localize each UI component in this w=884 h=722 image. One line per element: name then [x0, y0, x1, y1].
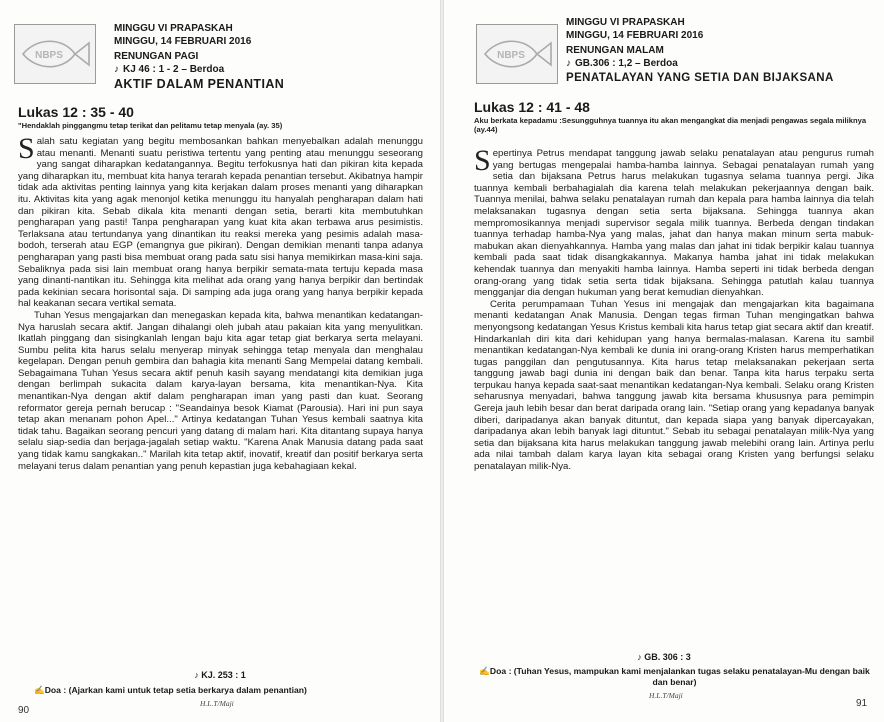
paragraph-2: Cerita perumpamaan Tuhan Yesus ini mengajak dan mengajarkan kita bagaimana menanti kedatangan Anak Manusia. Dengan tegas firman Tuhan mengingatkan bahwa menyongsong kedatangan Yesus Kristus kembali kita harus tetap giat secara aktif dan kreatif. Hindarkanlah diri kita dari kehidupan yang hanya bermalas-malasan. Karena itu sambil menantikan kedatangan-Nya kembali ke dunia ini orang-orang Kristen harus memperhatikan tugas panggilan dan pengutusannya. Kita harus tetap melaksanakan pekerjaan serta tanggung jawab bagi dunia ini dengan baik dan benar. Tanpa kita harus terpaku serta terpukau hanya kepada saat-saat menantikan kedatangan-Nya kembali. Selaku orang Kristen seharusnya menyadari, bahwa tanggung jawab kita bersama khususnya para pemimpin Gereja jauh lebih besar dan berat daripada orang lain. "Setiap orang yang kepadanya banyak diberi, daripadanya akan banyak dituntut, dan kepada siapa yang banyak dipercayakan, daripadanya akan lebih banyak lagi dituntut." Sebab itu sebagai penatalayan milik-Nya yang setia dan bijaksana kita harus melakukan tanggung jawab melebihi orang lain. Artinya perlu ada nilai tambah dalam karya layan kita sebagai orang Kristen yang berfungsi selaku penatalayan milik-Nya. [474, 298, 874, 473]
song-label: KJ 46 : 1 - 2 – Berdoa [123, 63, 225, 75]
music-note-icon: ♪ [194, 670, 199, 680]
page-number: 91 [856, 698, 868, 709]
closing-song: ♪ GB. 306 : 3 [637, 652, 691, 662]
music-note-icon: ♪ [114, 63, 119, 75]
drop-cap: S [18, 132, 35, 165]
devotion-title: AKTIF DALAM PENANTIAN [114, 77, 285, 91]
pen-icon: ✍ [34, 685, 45, 695]
week-label: MINGGU VI PRAPASKAH [566, 17, 685, 28]
week-label: MINGGU VI PRAPASKAH [114, 23, 233, 34]
drop-cap: S [474, 144, 491, 177]
left-page [0, 0, 440, 722]
paragraph-1: epertinya Petrus mendapat tanggung jawab selaku penatalayan atau pengurus rumah yang bertugas mengepalai hamba-hamba lainnya. Sebagai penatalayan rumah yang setia dan bijaksana Petrus harus melakukan tugasnya selama tuannya pergi. Jika tuannya kembali berbahagialah dia karena telah melakukan pekerjaannya dengan baik. Tuannya menilai, bahwa selaku penatalayan rumah dan kepala para hamba lainnya dia telah melaksanakan tugasnya dengan setia serta bijaksana. Sehingga tuannya akan mempromosikannya menjadi supervisor segala milik tuannya. Berbeda dengan tindakan tuannya terhadap hamba-Nya yang malas, jahat dan hanya makan minum serta mabuk-mabukan akan dienyahkannya. Hamba yang malas dan jahat ini tidak berpikir kalau tuannya kembali pada saat tidak disangkakannya. Makanya hamba jahat ini tidak melakukan kehendak tuannya dan menyakiti hamba lainnya. Hamba seperti ini tidak berbeda dengan orang-orang yang tidak setia serta tidak bijaksana. Sehingga patutlah kalau tuannya mengganjar dia dengan hukuman yang berat kemudian dienyahkan. [474, 148, 874, 299]
page-number: 90 [18, 705, 30, 716]
author-signature: H.L.T/Maji [649, 691, 683, 700]
prayer-line: ✍Doa : (Ajarkan kami untuk tetap setia berkarya dalam penantian) [34, 685, 307, 695]
reading-header [566, 17, 834, 85]
date-label: MINGGU, 14 FEBRUARI 2016 [566, 29, 704, 41]
fish-logo [476, 24, 558, 84]
music-note-icon: ♪ [637, 652, 642, 662]
music-note-icon: ♪ [566, 57, 571, 69]
devotion-body [18, 132, 423, 472]
session-label: RENUNGAN PAGI [114, 51, 199, 62]
devotion-body [474, 144, 874, 473]
song-line [114, 64, 284, 77]
devotion-title: PENATALAYAN YANG SETIA DAN BIJAKSANA [566, 72, 834, 84]
song-line [566, 58, 834, 71]
author-signature: H.L.T/Maji [200, 699, 234, 708]
pen-icon: ✍ [479, 666, 490, 676]
scripture-reference: Lukas 12 : 35 - 40 [18, 104, 134, 120]
date-label: MINGGU, 14 FEBRUARI 2016 [114, 35, 252, 47]
right-page [444, 0, 884, 722]
key-verse: "Hendaklah pinggangmu tetap terikat dan pelitamu tetap menyala (ay. 35) [18, 121, 283, 130]
paragraph-1: alah satu kegiatan yang begitu membosankan bahkan menyebalkan adalah menunggu atau menanti. Menanti suatu peristiwa tertentu yang penting atau menunggu seseorang yang sangat diharapkan kedatangannya. Begitu terfokusnya hati dan pikiran kita kepada yang diharapkan itu, membuat kita hanya terarah kepada penantian tersebut. Akibatnya hampir tidak ada aktivitas penting lainnya yang kita kerjakan dalam proses menanti yang diharapkan itu. Aktivitas kita yang agak menonjol ketika menunggu itu hanyalah pengharapan dalam hati dan pikiran kita. Sebab dikala kita menanti dengan setia, berarti kita membutuhkan pengharapan yang pasti! Tanpa pengharapan yang kuat kita akan terbawa arus pesimistis. Terlaksana atau tertundanya yang dinantikan itu reaksi mereka yang pesimis adalah masa-bodoh, terserah atau EGP (emangnya gue pikiran). Dengan demikian menanti tanpa adanya pengharapan yang pasti bisa membuat orang pada satu sisi hanya memikirkan masa-kini saja. Sebaliknya pada sisi lain membuat orang hanya berpikir semata-mata tertuju kepada masa yang dinanti-nantikan itu. Sehingga kita melihat ada orang yang hanya berpikir dan bertindak pada kekinian secara horisontal saja. Di samping ada juga orang yang hanya berpikir kepada hal keakanan secara vertikal semata. [18, 136, 423, 310]
scripture-reference: Lukas 12 : 41 - 48 [474, 99, 590, 115]
paragraph-2: Tuhan Yesus mengajarkan dan menegaskan kepada kita, bahwa menantikan kedatangan-Nya haruslah secara aktif. Jangan dihalangi oleh jubah atau pakaian kita yang menyulitkan. Ikatlah pinggang dan sisingkanlah lengan baju kita agar tetap giat berkarya serta melayani. Sumbu pelita kita harus selalu menyerap minyak sehingga tetap menyala dan menghalau kegelapan. Dengan penuh gembira dan bahagia kita menanti Sang Mempelai datang kembali. Sebagaimana Tuhan Yesus secara aktif penuh kasih sayang mendatangi kita demikian juga dengan berlimpah sukacita dalam karya-layan bersama, kita menantikan-Nya. Kita menantikan-Nya dengan aktif dalam pengharapan iman yang pasti dan kuat. Seorang reformator gereja pernah berucap : "Seandainya besok Kiamat (Parousia). Hari ini pun saya tetap akan menanam pohon Apel..." Artinya kedatangan Tuhan Yesus kembali saatnya kita tidak tahu. Bagaikan seorang pencuri yang datang di malam hari. Kita ditantang supaya hanya selalu siap-sedia dan berjaga-jagalah setiap waktu. "Karena Anak Manusia datang pada saat yang tidak kamu sangkakan.." Marilah kita tetap aktif, inovatif, kreatif dan positif berkarya serta melayani terus dalam penantian yang penuh kepastian juga kebahagiaan kekal. [18, 309, 423, 472]
svg-text:NBPS: NBPS [497, 50, 525, 61]
prayer-line: ✍Doa : (Tuhan Yesus, mampukan kami menjalankan tugas selaku penatalayan-Mu dengan baik dan benar) [479, 666, 870, 687]
key-verse: Aku berkata kepadamu :Sesungguhnya tuannya itu akan mengangkat dia menjadi pengawas segala miliknya (ay.44) [474, 116, 867, 134]
svg-text:NBPS: NBPS [35, 50, 63, 61]
reading-header [114, 23, 284, 91]
closing-song: ♪ KJ. 253 : 1 [194, 670, 246, 680]
fish-logo [14, 24, 96, 84]
session-label: RENUNGAN MALAM [566, 45, 664, 56]
song-label: GB.306 : 1,2 – Berdoa [575, 57, 678, 69]
